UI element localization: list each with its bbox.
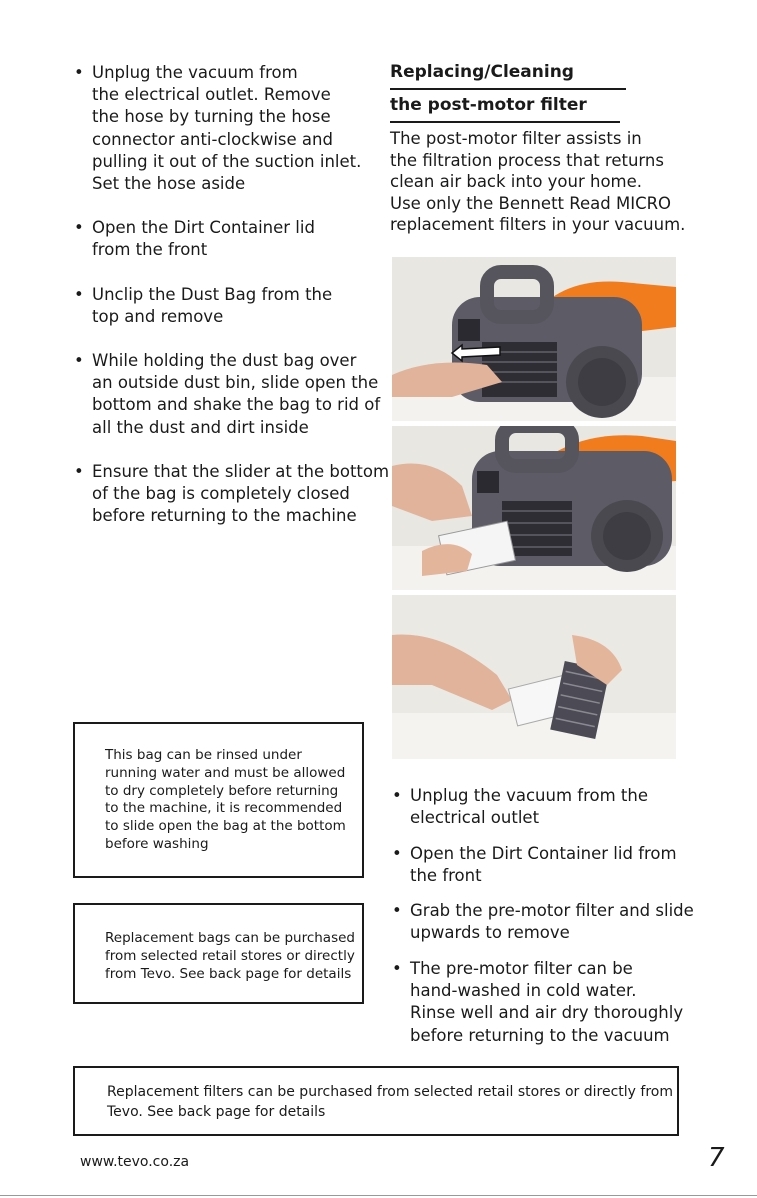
step-text-line: the hose by turning the hose [92,107,331,127]
bullet-icon: • [392,844,402,863]
step-text-line: before returning to the vacuum [410,1025,670,1045]
step-text-line: from the front [92,240,208,260]
step-text-line: hand-washed in cold water. [410,981,637,1001]
intro-line: replacement filters in your vacuum. [390,215,686,235]
bullet-icon: • [392,786,402,805]
step-text-line: all the dust and dirt inside [92,417,309,437]
note-filters-text [107,1082,673,1122]
intro-line: The post-motor filter assists in [390,129,642,148]
note-line: before washing [105,835,209,852]
vacuum-photo-illustration [392,426,676,590]
step-text-line: The pre-motor filter can be [410,959,633,978]
right-step-1 [392,785,648,829]
note-rinse-text [105,747,346,854]
bullet-icon: • [74,285,84,304]
note-line: from selected retail stores or directly [105,947,355,964]
step-text-line: an outside dust bin, slide open the [92,373,379,393]
left-step-3 [74,284,333,328]
photo-filter-removal [392,257,676,421]
right-step-4 [392,958,684,1047]
note-line: to slide open the bag at the bottom [105,818,346,835]
step-text-line: pulling it out of the suction inlet. [92,151,362,171]
step-text-line: connector anti-clockwise and [92,129,333,149]
bottom-border [0,1195,757,1196]
left-step-4 [74,350,381,439]
step-text-line: before returning to the machine [92,506,357,526]
note-line: from Tevo. See back page for details [105,965,352,982]
bullet-icon: • [392,901,402,920]
step-text-line: top and remove [92,307,224,327]
note-line: to dry completely before returning [105,782,339,799]
section-heading-line-1: Replacing/Cleaning [390,62,574,82]
step-text-line: Unplug the vacuum from [92,63,298,82]
right-step-2 [392,843,677,887]
heading-underline [390,121,620,123]
step-text-line: of the bag is completely closed [92,484,350,504]
note-line: to the machine, it is recommended [105,800,343,817]
photo-filter-held [392,595,676,759]
footer-website: www.tevo.co.za [80,1154,190,1170]
step-text-line: Rinse well and air dry thoroughly [410,1003,684,1023]
bullet-icon: • [74,462,84,481]
note-line: Replacement filters can be purchased from selected retail stores or directly from [107,1084,673,1100]
bullet-icon: • [392,959,402,978]
step-text-line: Open the Dirt Container lid [92,218,315,237]
filter-photo-illustration [392,595,676,759]
left-step-1 [74,62,362,195]
step-text-line: Grab the pre-motor filter and slide [410,901,694,920]
note-line: Tevo. See back page for details [107,1104,326,1120]
step-text-line: the electrical outlet. Remove [92,85,331,105]
bullet-icon: • [74,351,84,370]
step-text-line: Ensure that the slider at the bottom [92,462,390,481]
step-text-line: upwards to remove [410,923,570,943]
note-bags-text [105,930,355,983]
note-line: This bag can be rinsed under [105,747,302,763]
step-text-line: electrical outlet [410,808,540,828]
step-text-line: Unplug the vacuum from the [410,786,648,805]
left-step-5 [74,461,390,528]
step-text-line: Unclip the Dust Bag from the [92,285,333,304]
step-text-line: While holding the dust bag over [92,351,357,370]
intro-line: clean air back into your home. [390,172,643,192]
step-text-line: bottom and shake the bag to rid of [92,395,381,415]
note-line: Replacement bags can be purchased [105,930,355,946]
step-text-line: the front [410,866,482,886]
bullet-icon: • [74,218,84,237]
vacuum-photo-illustration [392,257,676,421]
intro-line: Use only the Bennett Read MICRO [390,193,672,213]
left-step-2 [74,217,315,261]
note-line: running water and must be allowed [105,764,346,781]
bullet-icon: • [74,63,84,82]
heading-underline [390,88,626,90]
right-step-3 [392,900,694,944]
page-number: 7 [708,1143,725,1173]
intro-line: the filtration process that returns [390,150,664,170]
step-text-line: Open the Dirt Container lid from [410,844,677,863]
photo-filter-out [392,426,676,590]
section-intro [390,128,685,236]
step-text-line: Set the hose aside [92,174,246,194]
section-heading-line-2: the post-motor filter [390,95,587,115]
